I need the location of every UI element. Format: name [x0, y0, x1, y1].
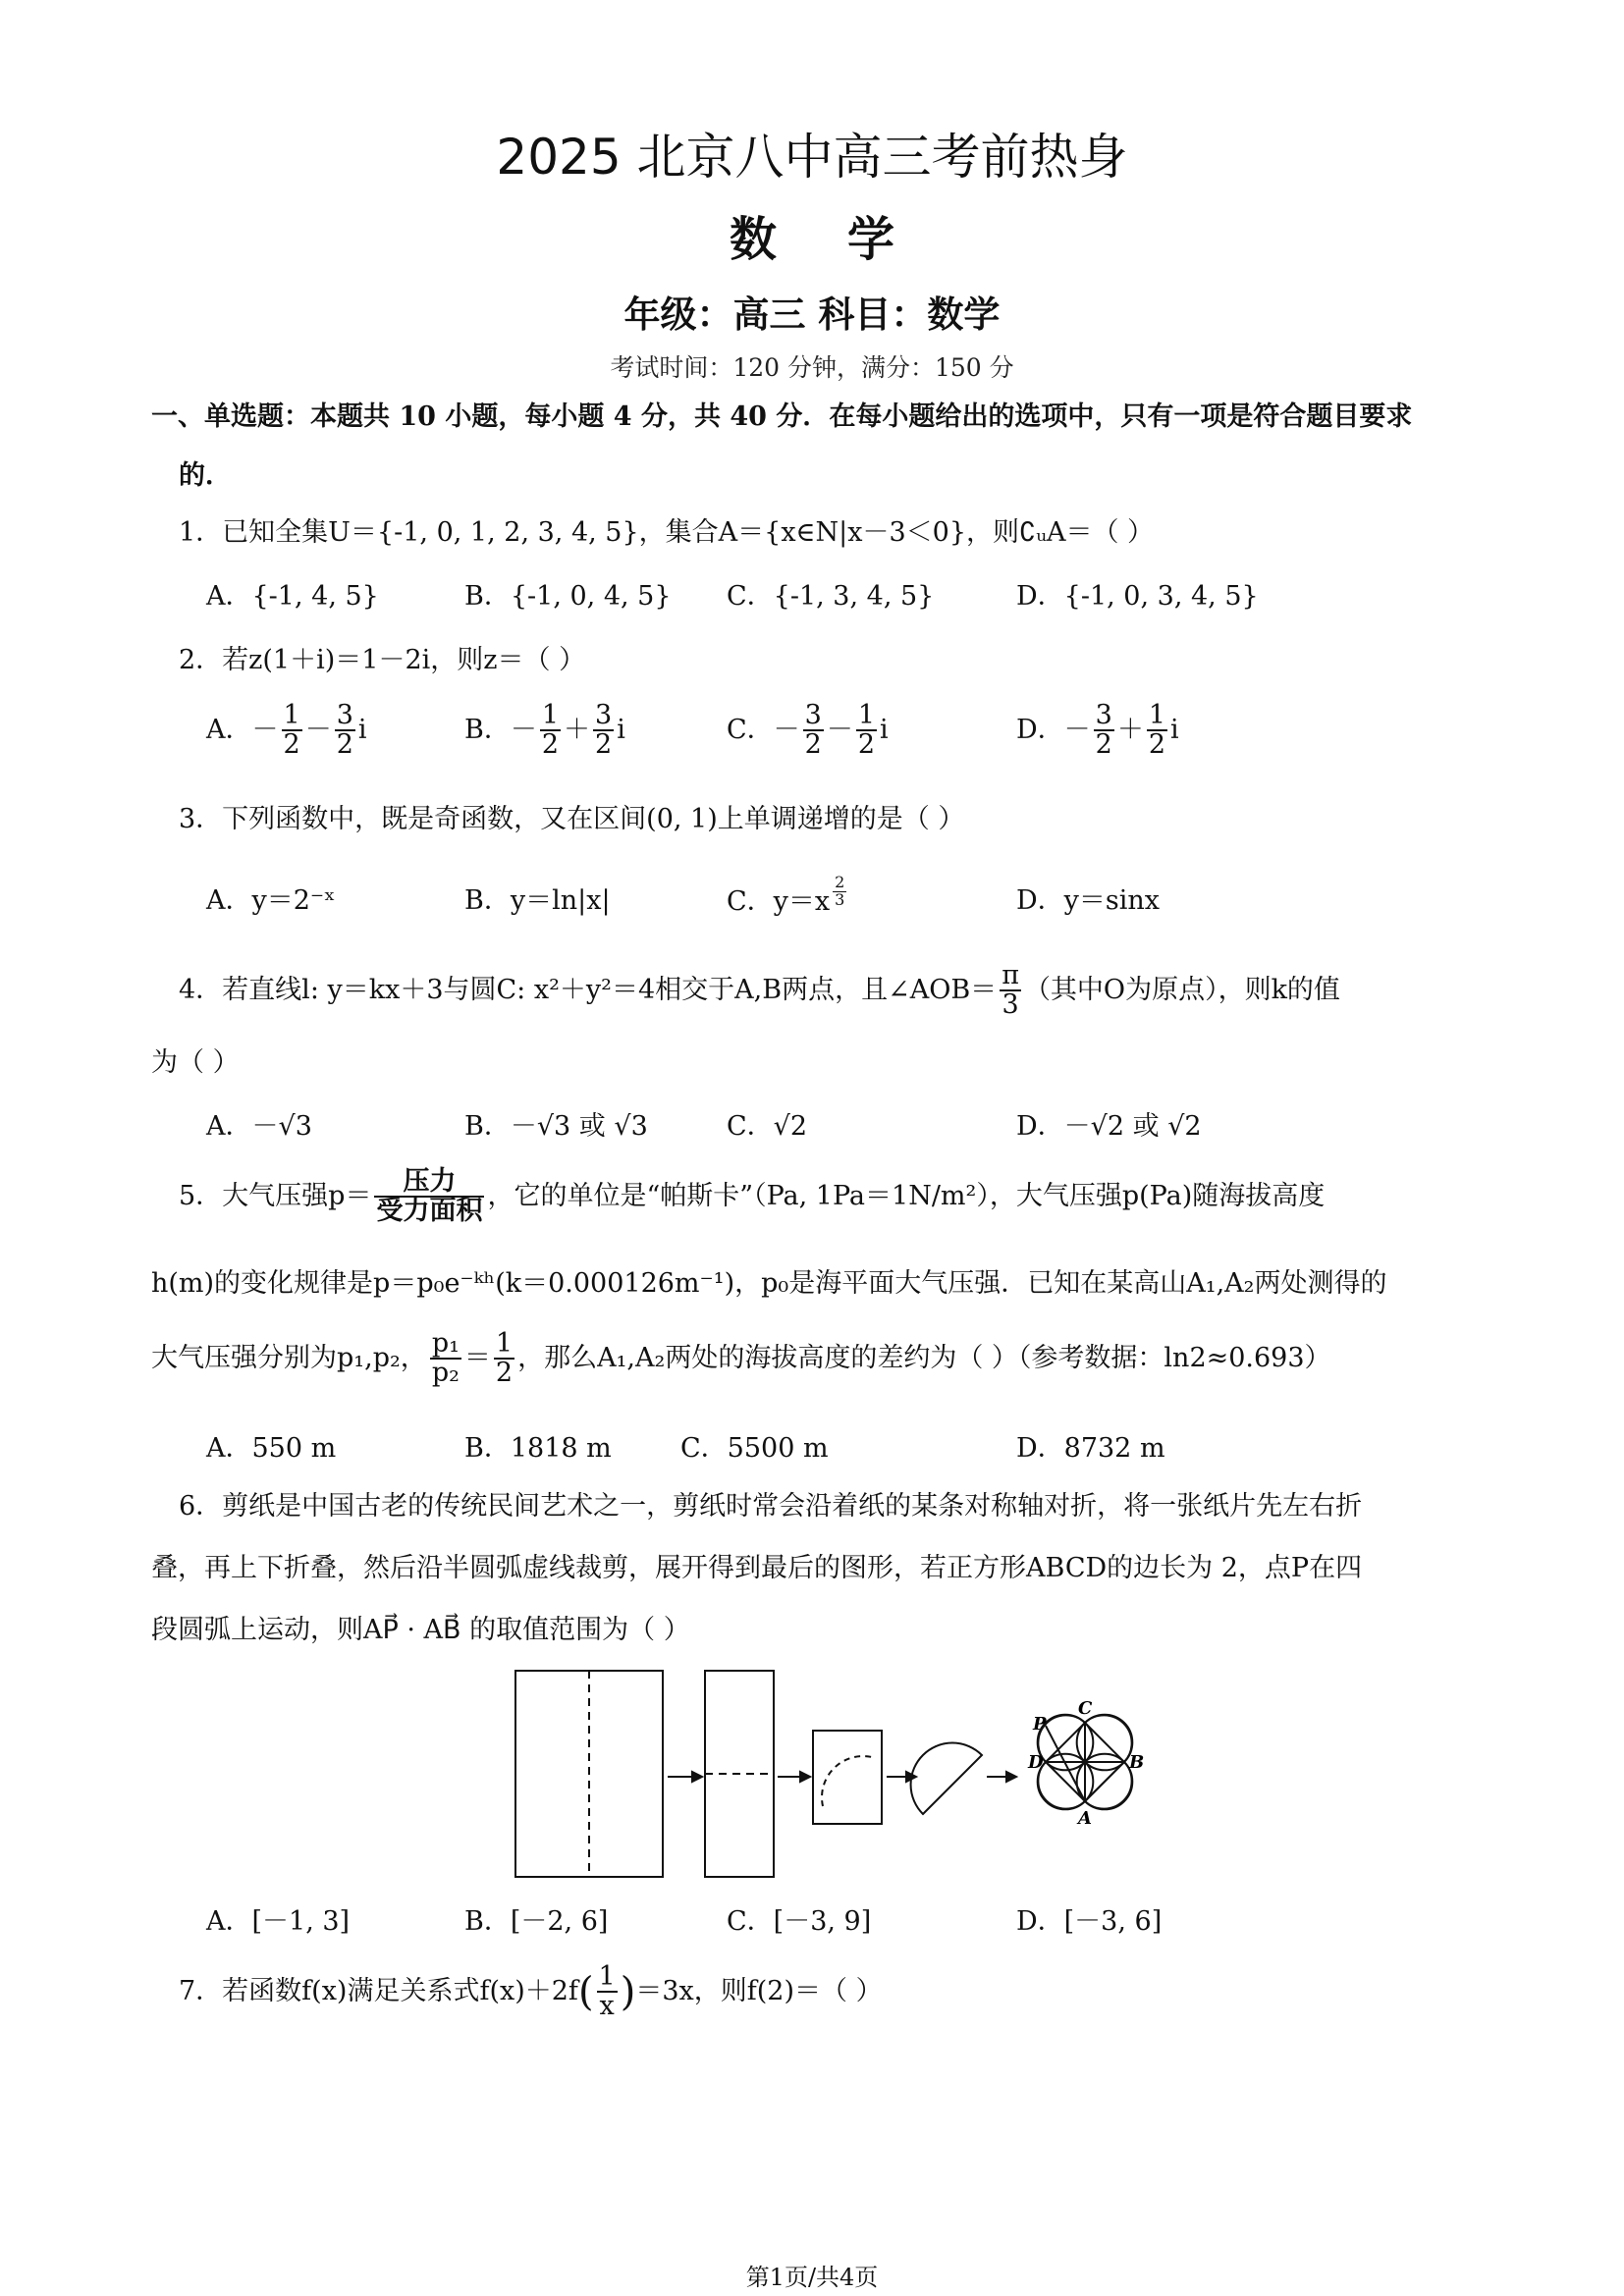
- question-6-line3: 段圆弧上运动，则AP⃗ · AB⃗ 的取值范围为（ ）: [151, 1615, 690, 1645]
- question-5-line3: 大气压强分别为p₁,p₂， $\frac{\text{p₁}}{\text{p₂}}$ ＝ $\frac{1}{2}$ ，那么A₁,A₂两处的海拔高度的差约为（ ）（参考数据：ln2≈0.693）: [151, 1328, 1331, 1389]
- label-c: C: [1078, 1698, 1093, 1719]
- exam-title: 2025 北京八中高三考前热身: [496, 129, 1128, 186]
- q2-option-b: B．－ $\frac{1}{2}$ ＋ $\frac{3}{2}$ i: [464, 700, 625, 761]
- q5-option-c: C．5500 m: [680, 1433, 829, 1464]
- label-a: A: [1078, 1808, 1092, 1829]
- question-6-line2: 叠，再上下折叠，然后沿半圆弧虚线裁剪，展开得到最后的图形，若正方形ABCD的边长为 2，点P在四: [151, 1553, 1363, 1583]
- question-3-stem: 3．下列函数中，既是奇函数，又在区间(0, 1)上单调递增的是（ ）: [179, 804, 965, 834]
- cut-arc-dashed: [822, 1756, 872, 1806]
- q3-option-c: C．y＝x $^{\frac{2}{3}}$: [727, 873, 845, 917]
- q3-option-d: D．y＝sinx: [1016, 885, 1161, 916]
- q4-option-c: C．√2: [727, 1111, 808, 1142]
- final-figure: [1038, 1715, 1133, 1810]
- question-2-stem: 2．若z(1＋i)＝1－2i，则z＝（ ）: [179, 645, 586, 675]
- question-7-stem: 7．若函数f(x)满足关系式f(x)＋2f( $\frac{1}{x}$ )＝3x，则f(2)＝（ ）: [179, 1961, 883, 2022]
- grade-subject-line: 年级：高三 科目：数学: [623, 293, 1001, 336]
- arrow-icon: [692, 1772, 702, 1782]
- section-heading-line1: 一、单选题：本题共 10 小题，每小题 4 分，共 40 分．在每小题给出的选项中，只有一项是符合题目要求: [151, 401, 1413, 432]
- cut-piece: [911, 1743, 982, 1814]
- q3-option-b: B．y＝ln|x|: [464, 885, 611, 916]
- q2-option-d: D．－ $\frac{3}{2}$ ＋ $\frac{1}{2}$ i: [1016, 700, 1179, 761]
- q1-option-b: B．{-1, 0, 4, 5}: [464, 581, 672, 612]
- label-d: D: [1028, 1752, 1044, 1773]
- paper-cutting-figure: [511, 1659, 1159, 1895]
- subject-title: 数学: [729, 212, 965, 267]
- question-6-line1: 6．剪纸是中国古老的传统民间艺术之一，剪纸时常会沿着纸的某条对称轴对折，将一张纸片先左右折: [179, 1491, 1363, 1522]
- q1-option-a: A．{-1, 4, 5}: [206, 581, 379, 612]
- exam-time-line: 考试时间：120 分钟，满分：150 分: [610, 353, 1014, 382]
- q6-option-d: D．[－3, 6]: [1016, 1906, 1163, 1937]
- q1-option-c: C．{-1, 3, 4, 5}: [727, 581, 935, 612]
- q6-option-b: B．[－2, 6]: [464, 1906, 609, 1937]
- q4-option-b: B．－√3 或 √3: [464, 1111, 648, 1142]
- q4-option-d: D．－√2 或 √2: [1016, 1111, 1202, 1142]
- label-p: P: [1033, 1714, 1047, 1735]
- arrow-icon: [800, 1772, 810, 1782]
- q2-option-c: C．－ $\frac{3}{2}$ － $\frac{1}{2}$ i: [727, 700, 889, 761]
- question-1-stem: 1．已知全集U＝{-1, 0, 1, 2, 3, 4, 5}，集合A＝{x∈N|x－3＜0}，则∁ᵤA＝（ ）: [179, 517, 1155, 548]
- question-5-line2: h(m)的变化规律是p＝p₀e⁻ᵏʰ(k＝0.000126m⁻¹)，p₀是海平面大气压强．已知在某高山A₁,A₂两处测得的: [151, 1268, 1387, 1299]
- q5-option-d: D．8732 m: [1016, 1433, 1165, 1464]
- q1-option-d: D．{-1, 0, 3, 4, 5}: [1016, 581, 1259, 612]
- section-heading-line2: 的．: [179, 460, 232, 491]
- q6-option-c: C．[－3, 9]: [727, 1906, 872, 1937]
- question-4-stem-line2: 为（ ）: [151, 1047, 240, 1078]
- q5-option-b: B．1818 m: [464, 1433, 612, 1464]
- q3-option-a: A．y＝2⁻ˣ: [206, 885, 336, 916]
- question-4-stem: 4．若直线l: y＝kx＋3与圆C: x²＋y²＝4相交于A,B两点，且∠AOB＝ $\frac{\pi}{3}$ （其中O为原点），则k的值: [179, 960, 1340, 1021]
- page-number: 第1页/共4页: [745, 2264, 879, 2291]
- q2-option-a: A．－ $\frac{1}{2}$ － $\frac{3}{2}$ i: [206, 700, 367, 761]
- label-b: B: [1129, 1752, 1145, 1773]
- folded-twice-paper: [813, 1731, 882, 1824]
- question-5-line1: 5．大气压强p＝ $\frac{\text{压力}}{\text{受力面积}}$ ，它的单位是“帕斯卡”（Pa, 1Pa＝1N/m²），大气压强p(Pa)随海拔高度: [179, 1166, 1326, 1227]
- arrow-icon: [1006, 1772, 1016, 1782]
- q5-option-a: A．550 m: [206, 1433, 337, 1464]
- q6-option-a: A．[－1, 3]: [206, 1906, 351, 1937]
- q4-option-a: A．－√3: [206, 1111, 312, 1142]
